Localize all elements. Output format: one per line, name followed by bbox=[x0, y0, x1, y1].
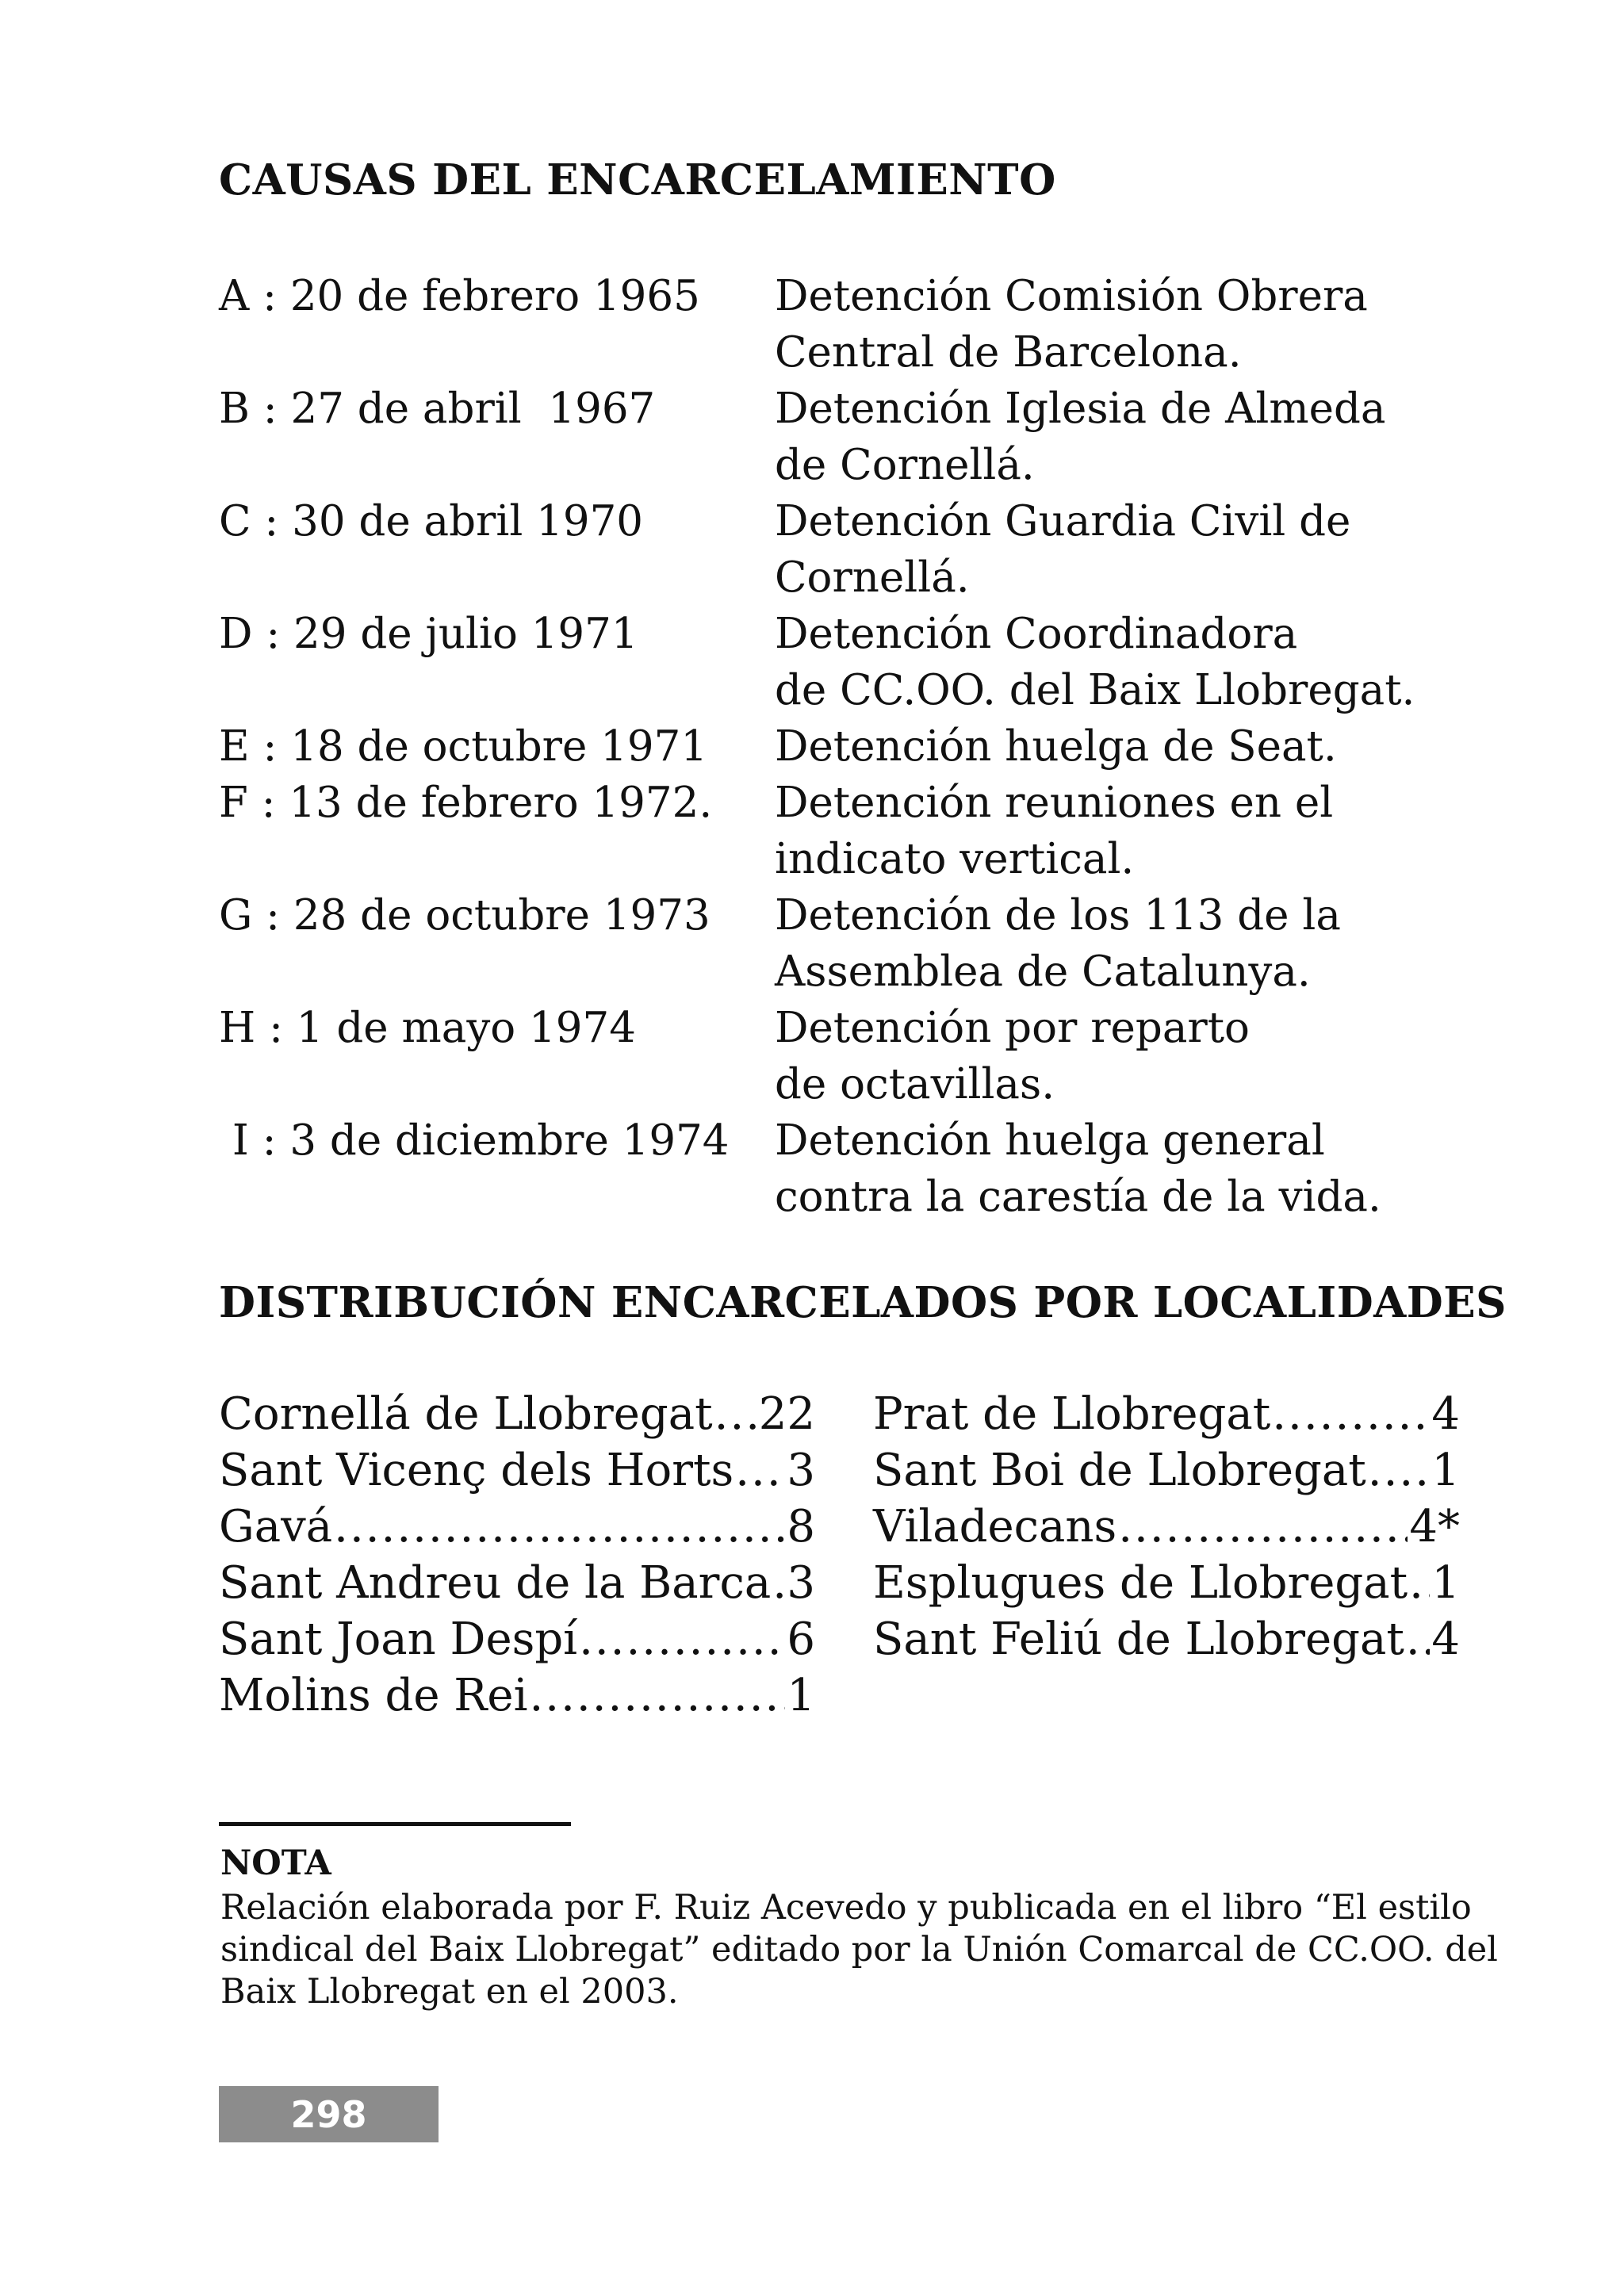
distribution-heading: DISTRIBUCIÓN ENCARCELADOS POR LOCALIDADES bbox=[219, 1278, 1507, 1327]
locality-count: 4 bbox=[1431, 1614, 1460, 1665]
cause-date: H : 1 de mayo 1974 bbox=[219, 1004, 636, 1052]
locality-row bbox=[873, 1611, 1460, 1667]
cause-description bbox=[775, 1000, 1488, 1112]
locality-count: 4 bbox=[1431, 1388, 1460, 1440]
note-line: Relación elaborada por F. Ruiz Acevedo y publicada en el libro “El estilo bbox=[220, 1888, 1472, 1928]
locality-name: Sant Boi de Llobregat bbox=[873, 1445, 1366, 1496]
cause-entry bbox=[219, 606, 1488, 718]
cause-entry bbox=[219, 381, 1488, 493]
cause-description-line: Cornellá. bbox=[775, 553, 970, 602]
locality-count: 8 bbox=[787, 1501, 815, 1552]
locality-count: 1 bbox=[1431, 1445, 1460, 1496]
cause-description bbox=[775, 775, 1488, 887]
cause-description bbox=[775, 718, 1488, 775]
locality-count: 1 bbox=[1431, 1557, 1460, 1609]
cause-description bbox=[775, 1112, 1488, 1225]
locality-name: Cornellá de Llobregat bbox=[219, 1388, 713, 1440]
cause-entry bbox=[219, 718, 1488, 775]
dot-leader bbox=[735, 1442, 785, 1499]
cause-description-line: Detención Iglesia de Almeda bbox=[775, 385, 1386, 433]
locality-count: 4* bbox=[1409, 1501, 1460, 1552]
cause-description-line: indicato vertical. bbox=[775, 835, 1135, 883]
causes-list bbox=[219, 268, 1488, 1225]
cause-date: C : 30 de abril 1970 bbox=[219, 497, 644, 546]
cause-date: D : 29 de julio 1971 bbox=[219, 610, 638, 658]
locality-count: 3 bbox=[787, 1445, 815, 1496]
cause-description-line: Central de Barcelona. bbox=[775, 328, 1242, 377]
locality-name: Molins de Rei bbox=[219, 1670, 528, 1721]
cause-entry bbox=[219, 775, 1488, 887]
cause-entry bbox=[219, 1112, 1488, 1225]
dot-leader bbox=[714, 1386, 757, 1442]
note-line: Baix Llobregat en el 2003. bbox=[220, 1972, 679, 2012]
locality-name: Esplugues de Llobregat bbox=[873, 1557, 1408, 1609]
locality-row bbox=[873, 1555, 1460, 1611]
footnote-rule bbox=[219, 1822, 571, 1826]
page-number: 298 bbox=[219, 2086, 439, 2142]
cause-description-line: Detención Guardia Civil de bbox=[775, 497, 1351, 546]
cause-description-line: Detención reuniones en el bbox=[775, 779, 1334, 827]
cause-description bbox=[775, 381, 1488, 493]
locality-name: Sant Andreu de la Barca bbox=[219, 1557, 772, 1609]
locality-row bbox=[219, 1667, 815, 1724]
cause-description bbox=[775, 268, 1488, 381]
dot-leader bbox=[772, 1555, 785, 1611]
cause-date: F : 13 de febrero 1972. bbox=[219, 779, 713, 827]
locality-name: Sant Feliú de Llobregat bbox=[873, 1614, 1404, 1665]
locality-name: Viladecans bbox=[873, 1501, 1117, 1552]
cause-description-line: de Cornellá. bbox=[775, 441, 1035, 489]
cause-date: I : 3 de diciembre 1974 bbox=[219, 1116, 730, 1165]
dot-leader bbox=[1406, 1611, 1431, 1667]
causes-heading: CAUSAS DEL ENCARCELAMIENTO bbox=[219, 155, 1056, 205]
locality-count: 1 bbox=[787, 1670, 815, 1721]
dot-leader bbox=[1118, 1499, 1408, 1555]
cause-description-line: Detención Comisión Obrera bbox=[775, 272, 1368, 320]
note-text bbox=[220, 1887, 1498, 2013]
cause-entry bbox=[219, 268, 1488, 381]
cause-description-line: Detención por reparto bbox=[775, 1004, 1250, 1052]
distribution-left-column bbox=[219, 1386, 815, 1724]
cause-date: B : 27 de abril 1967 bbox=[219, 385, 656, 433]
locality-count: 22 bbox=[758, 1388, 815, 1440]
locality-name: Sant Vicenç dels Horts bbox=[219, 1445, 734, 1496]
cause-description-line: Detención huelga general bbox=[775, 1116, 1325, 1165]
locality-row bbox=[873, 1499, 1460, 1555]
dot-leader bbox=[579, 1611, 785, 1667]
cause-description-line: de octavillas. bbox=[775, 1060, 1055, 1108]
locality-count: 3 bbox=[787, 1557, 815, 1609]
cause-description bbox=[775, 887, 1488, 1000]
cause-date: E : 18 de octubre 1971 bbox=[219, 722, 708, 771]
cause-description-line: de CC.OO. del Baix Llobregat. bbox=[775, 666, 1415, 714]
dot-leader bbox=[1272, 1386, 1430, 1442]
locality-row bbox=[219, 1499, 815, 1555]
locality-row bbox=[219, 1442, 815, 1499]
cause-description-line: contra la carestía de la vida. bbox=[775, 1173, 1381, 1221]
locality-row bbox=[873, 1442, 1460, 1499]
locality-count: 6 bbox=[787, 1614, 815, 1665]
cause-entry bbox=[219, 1000, 1488, 1112]
locality-row bbox=[219, 1386, 815, 1442]
locality-name: Gavá bbox=[219, 1501, 333, 1552]
cause-entry bbox=[219, 493, 1488, 606]
locality-name: Prat de Llobregat bbox=[873, 1388, 1271, 1440]
dot-leader bbox=[334, 1499, 785, 1555]
cause-date: G : 28 de octubre 1973 bbox=[219, 891, 710, 940]
cause-description-line: Detención Coordinadora bbox=[775, 610, 1298, 658]
dot-leader bbox=[529, 1667, 785, 1724]
cause-entry bbox=[219, 887, 1488, 1000]
locality-row bbox=[873, 1386, 1460, 1442]
cause-description-line: Detención huelga de Seat. bbox=[775, 722, 1337, 771]
cause-description-line: Detención de los 113 de la bbox=[775, 891, 1341, 940]
distribution-right-column bbox=[873, 1386, 1460, 1667]
cause-description bbox=[775, 493, 1488, 606]
locality-row bbox=[219, 1555, 815, 1611]
note-label: NOTA bbox=[220, 1843, 331, 1883]
cause-date: A : 20 de febrero 1965 bbox=[219, 272, 700, 320]
note-line: sindical del Baix Llobregat” editado por la Unión Comarcal de CC.OO. del bbox=[220, 1930, 1498, 1970]
cause-description-line: Assemblea de Catalunya. bbox=[775, 948, 1311, 996]
dot-leader bbox=[1409, 1555, 1430, 1611]
dot-leader bbox=[1368, 1442, 1431, 1499]
locality-row bbox=[219, 1611, 815, 1667]
cause-description bbox=[775, 606, 1488, 718]
locality-name: Sant Joan Despí bbox=[219, 1614, 578, 1665]
